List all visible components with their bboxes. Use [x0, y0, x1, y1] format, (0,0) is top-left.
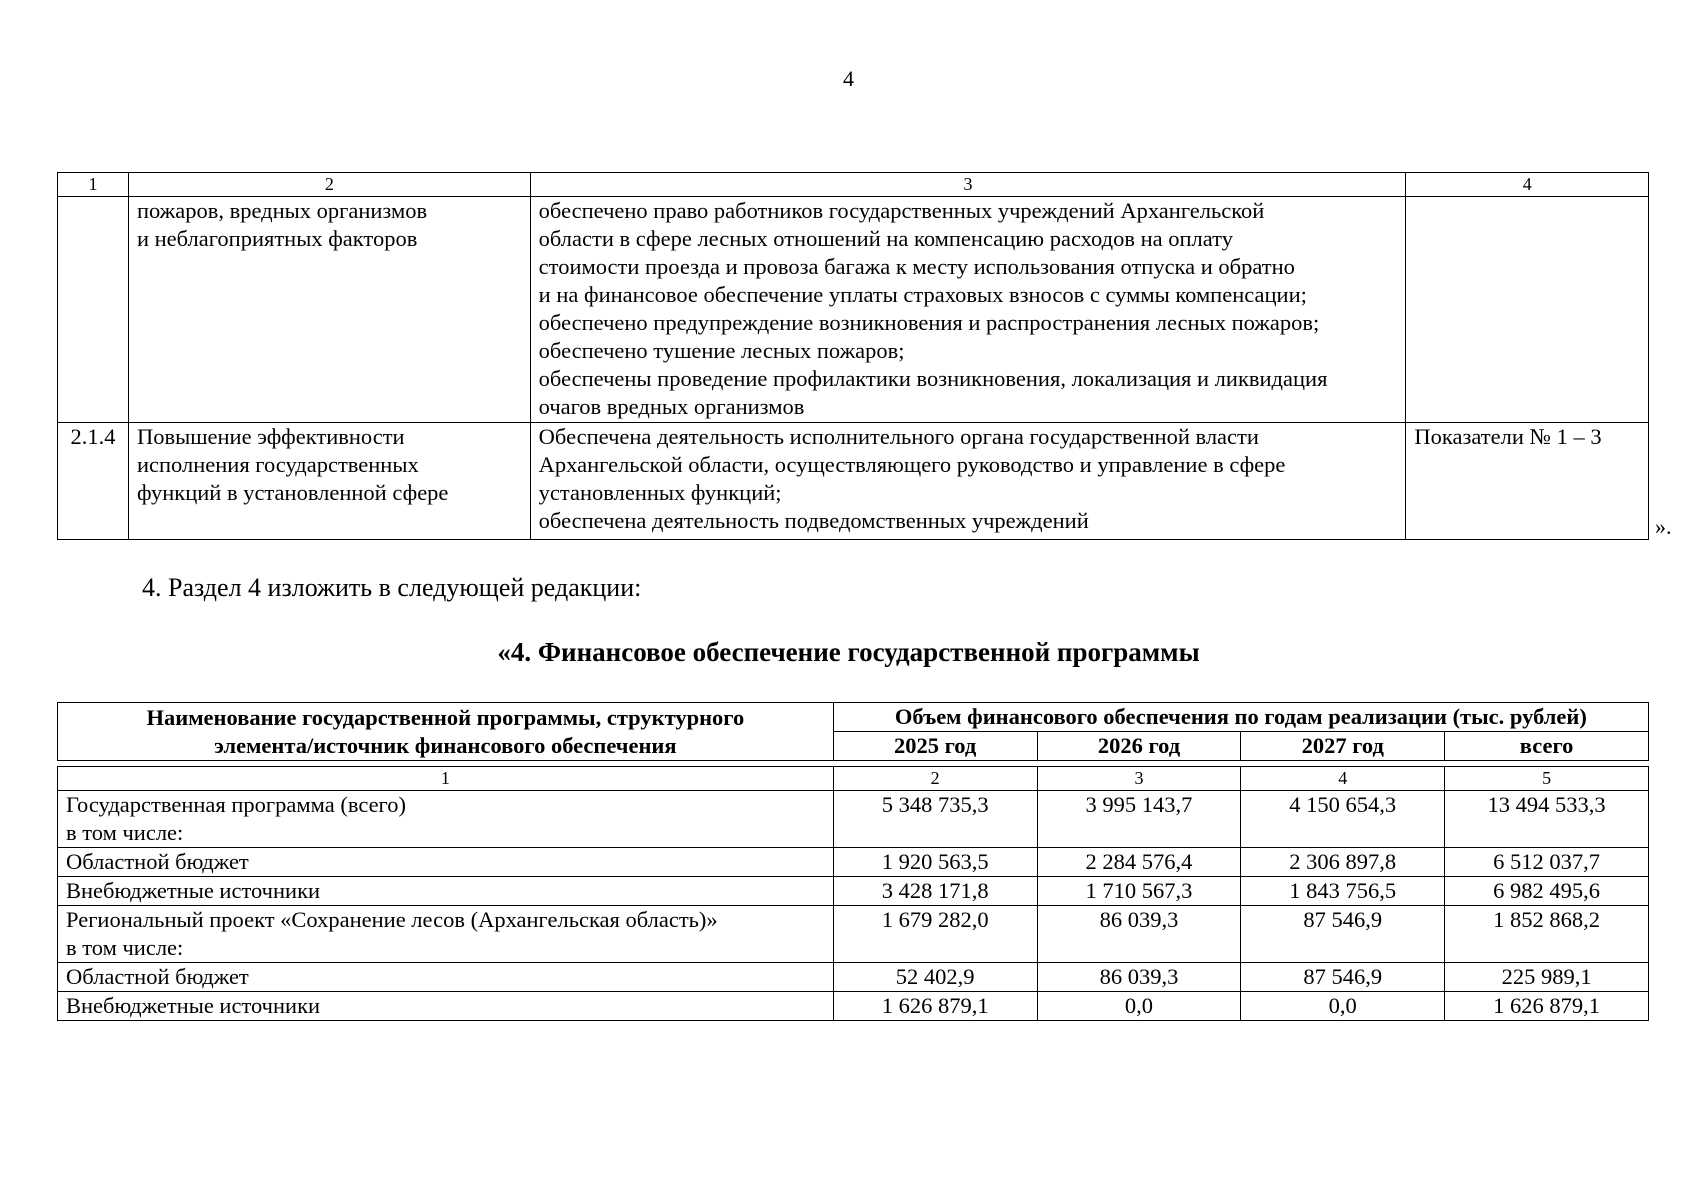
- value-2027: 2 306 897,8: [1241, 848, 1445, 877]
- activities-table: [57, 172, 1649, 540]
- text-line: обеспечена деятельность подведомственных учреждений: [538, 508, 1089, 533]
- value-total: 1 852 868,2: [1445, 906, 1649, 963]
- header-year: 2026 год: [1037, 732, 1241, 761]
- column-number: 5: [1445, 767, 1649, 791]
- header-name: [58, 703, 834, 761]
- header-total: всего: [1445, 732, 1649, 761]
- page-number: 4: [843, 66, 854, 91]
- text-line: обеспечено предупреждение возникновения и распространения лесных пожаров;: [538, 310, 1320, 335]
- text-line: Областной бюджет: [66, 849, 249, 874]
- row-number: [58, 197, 129, 423]
- text-line: области в сфере лесных отношений на компенсацию расходов на оплату: [538, 226, 1233, 251]
- value-2027: 1 843 756,5: [1241, 877, 1445, 906]
- task-result: [530, 423, 1406, 540]
- header-year: 2025 год: [833, 732, 1037, 761]
- text-line: Внебюджетные источники: [66, 878, 321, 903]
- value-2026: 3 995 143,7: [1037, 791, 1241, 848]
- value-2026: 1 710 567,3: [1037, 877, 1241, 906]
- value-2027: 0,0: [1241, 992, 1445, 1021]
- column-number: 4: [1406, 173, 1649, 197]
- column-number-row: [58, 767, 1649, 791]
- value-2025: 3 428 171,8: [833, 877, 1037, 906]
- column-number: 1: [58, 767, 834, 791]
- text-line: Внебюджетные источники: [66, 993, 321, 1018]
- text-line: Областной бюджет: [66, 964, 249, 989]
- section-title: «4. Финансовое обеспечение государственной программы: [497, 637, 1200, 667]
- table-row: [58, 992, 1649, 1021]
- task-name: [128, 423, 530, 540]
- column-number: 1: [58, 173, 129, 197]
- text-line: исполнения государственных: [136, 452, 419, 477]
- column-number: 4: [1241, 767, 1445, 791]
- row-name: [58, 992, 834, 1021]
- value-2025: 1 679 282,0: [833, 906, 1037, 963]
- value-2026: 86 039,3: [1037, 963, 1241, 992]
- closing-quote: ».: [1655, 514, 1672, 539]
- value-2025: 52 402,9: [833, 963, 1037, 992]
- table-row: [58, 848, 1649, 877]
- value-2026: 0,0: [1037, 992, 1241, 1021]
- row-name: [58, 877, 834, 906]
- column-number: 2: [833, 767, 1037, 791]
- table-row: [58, 791, 1649, 848]
- text-line: и неблагоприятных факторов: [136, 226, 418, 251]
- text-line: в том числе:: [66, 935, 184, 960]
- value-2025: 5 348 735,3: [833, 791, 1037, 848]
- value-total: 225 989,1: [1445, 963, 1649, 992]
- value-2027: 4 150 654,3: [1241, 791, 1445, 848]
- text-line: Государственная программа (всего): [66, 792, 406, 817]
- table-row: [58, 197, 1649, 423]
- value-2026: 2 284 576,4: [1037, 848, 1241, 877]
- value-total: 6 512 037,7: [1445, 848, 1649, 877]
- value-2027: 87 546,9: [1241, 906, 1445, 963]
- task-name: [128, 197, 530, 423]
- text-line: пожаров, вредных организмов: [136, 198, 428, 223]
- text-line: элемента/источник финансового обеспечения: [214, 732, 677, 758]
- table-row: [58, 963, 1649, 992]
- row-name: [58, 963, 834, 992]
- value-2025: 1 920 563,5: [833, 848, 1037, 877]
- row-name: [58, 791, 834, 848]
- text-line: Архангельской области, осуществляющего руководство и управление в сфере: [538, 452, 1286, 477]
- text-line: обеспечено тушение лесных пожаров;: [538, 338, 905, 363]
- row-number: 2.1.4: [58, 423, 129, 540]
- header-row: [58, 703, 1649, 732]
- column-number: 3: [1037, 767, 1241, 791]
- text-line: обеспечено право работников государственных учреждений Архангельской: [538, 198, 1265, 223]
- column-number-row: [58, 173, 1649, 197]
- column-number: 2: [128, 173, 530, 197]
- value-2025: 1 626 879,1: [833, 992, 1037, 1021]
- row-name: [58, 848, 834, 877]
- instruction-paragraph: 4. Раздел 4 изложить в следующей редакции:: [142, 573, 642, 602]
- financing-table: [57, 702, 1649, 1021]
- value-2026: 86 039,3: [1037, 906, 1241, 963]
- text-line: Наименование государственной программы, структурного: [146, 704, 745, 730]
- text-line: Повышение эффективности: [136, 424, 405, 449]
- task-indicator: [1406, 197, 1649, 423]
- text-line: стоимости проезда и провоза багажа к месту использования отпуска и обратно: [538, 254, 1295, 279]
- header-volume: Объем финансового обеспечения по годам реализации (тыс. рублей): [833, 703, 1648, 732]
- task-indicator: Показатели № 1 – 3: [1406, 423, 1649, 540]
- text-line: Региональный проект «Сохранение лесов (Архангельская область)»: [66, 907, 718, 932]
- value-total: 13 494 533,3: [1445, 791, 1649, 848]
- text-line: установленных функций;: [538, 480, 782, 505]
- text-line: функций в установленной сфере: [136, 480, 449, 505]
- task-result: [530, 197, 1406, 423]
- text-line: и на финансовое обеспечение уплаты страховых взносов с суммы компенсации;: [538, 282, 1307, 307]
- value-total: 1 626 879,1: [1445, 992, 1649, 1021]
- text-line: очагов вредных организмов: [538, 394, 805, 419]
- text-line: обеспечены проведение профилактики возникновения, локализация и ликвидация: [538, 366, 1328, 391]
- table-row: [58, 423, 1649, 540]
- value-2027: 87 546,9: [1241, 963, 1445, 992]
- column-number: 3: [530, 173, 1406, 197]
- table-row: [58, 906, 1649, 963]
- text-line: Обеспечена деятельность исполнительного органа государственной власти: [538, 424, 1259, 449]
- header-year: 2027 год: [1241, 732, 1445, 761]
- table-row: [58, 877, 1649, 906]
- text-line: в том числе:: [66, 820, 184, 845]
- row-name: [58, 906, 834, 963]
- value-total: 6 982 495,6: [1445, 877, 1649, 906]
